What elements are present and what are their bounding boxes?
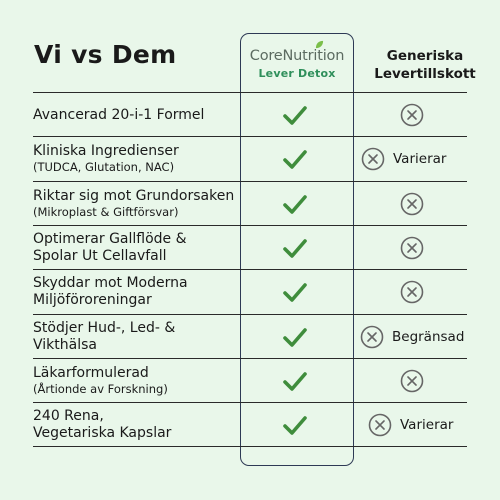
feature-label-line2: (Årtionde av Forskning) [33,381,168,396]
feature-label-line1: Kliniska Ingredienser [33,143,179,160]
feature-label [33,182,238,226]
check-icon [282,326,308,348]
x-circle-icon [400,369,424,393]
competitor-note: Varierar [400,417,454,434]
check-icon [282,193,308,215]
x-circle-icon [400,103,424,127]
brand-product: Lever Detox [258,67,336,80]
competitor-cell [360,315,464,359]
table-row [33,402,467,447]
competitor-note: Varierar [393,151,447,168]
x-circle-icon [400,192,424,216]
table-row [33,136,467,181]
table-row [33,269,467,314]
table-row [33,358,467,403]
check-icon [282,414,308,436]
feature-label-line2: (Mikroplast & Giftförsvar) [33,204,179,219]
x-circle-icon [361,147,385,171]
feature-label [33,93,238,137]
feature-label-line2: Vegetariska Kapslar [33,425,172,442]
feature-label [33,270,238,314]
feature-label-line1: Optimerar Gallflöde & [33,230,187,247]
x-circle-icon [360,325,384,349]
competitor-cell [400,270,424,314]
competitor-cell [368,403,453,447]
brand-logo [250,48,344,64]
feature-label-line1: Läkarformulerad [33,364,149,381]
competitor-cell [400,226,424,270]
x-circle-icon [400,280,424,304]
page-title: Vi vs Dem [34,40,177,69]
table-row [33,92,467,137]
check-icon [282,104,308,126]
feature-label [33,315,238,359]
competitor-header-line2: Levertillskott [374,66,476,82]
table-bottom-divider [33,446,467,447]
competitor-cell [400,93,424,137]
brand-header [240,45,354,80]
feature-label-line2: Miljöföroreningar [33,292,152,309]
competitor-header [360,47,490,83]
check-icon [282,370,308,392]
check-icon [282,148,308,170]
competitor-cell [361,137,446,181]
feature-label-line2: (TUDCA, Glutation, NAC) [33,160,175,175]
feature-label-line1: Stödjer Hud-, Led- & [33,319,176,336]
feature-label [33,403,238,447]
competitor-header-line1: Generiska [386,48,464,64]
competitor-note: Begränsad [392,328,465,345]
feature-label-line1: 240 Rena, [33,408,104,425]
leaf-icon [315,40,324,49]
check-icon [282,281,308,303]
table-row [33,181,467,226]
feature-label-line1: Avancerad 20-i-1 Formel [33,106,205,123]
check-icon [282,237,308,259]
feature-label-line2: Vikthälsa [33,336,97,353]
competitor-cell [400,359,424,403]
table-row [33,314,467,359]
feature-label-line2: Spolar Ut Cellavfall [33,247,167,264]
competitor-cell [400,182,424,226]
feature-label [33,137,238,181]
feature-label [33,226,238,270]
feature-label-line1: Skyddar mot Moderna [33,275,188,292]
feature-label-line1: Riktar sig mot Grundorsaken [33,187,235,204]
table-row [33,225,467,270]
x-circle-icon [368,413,392,437]
x-circle-icon [400,236,424,260]
brand-name: CoreNutrition [249,48,345,64]
feature-label [33,359,238,403]
